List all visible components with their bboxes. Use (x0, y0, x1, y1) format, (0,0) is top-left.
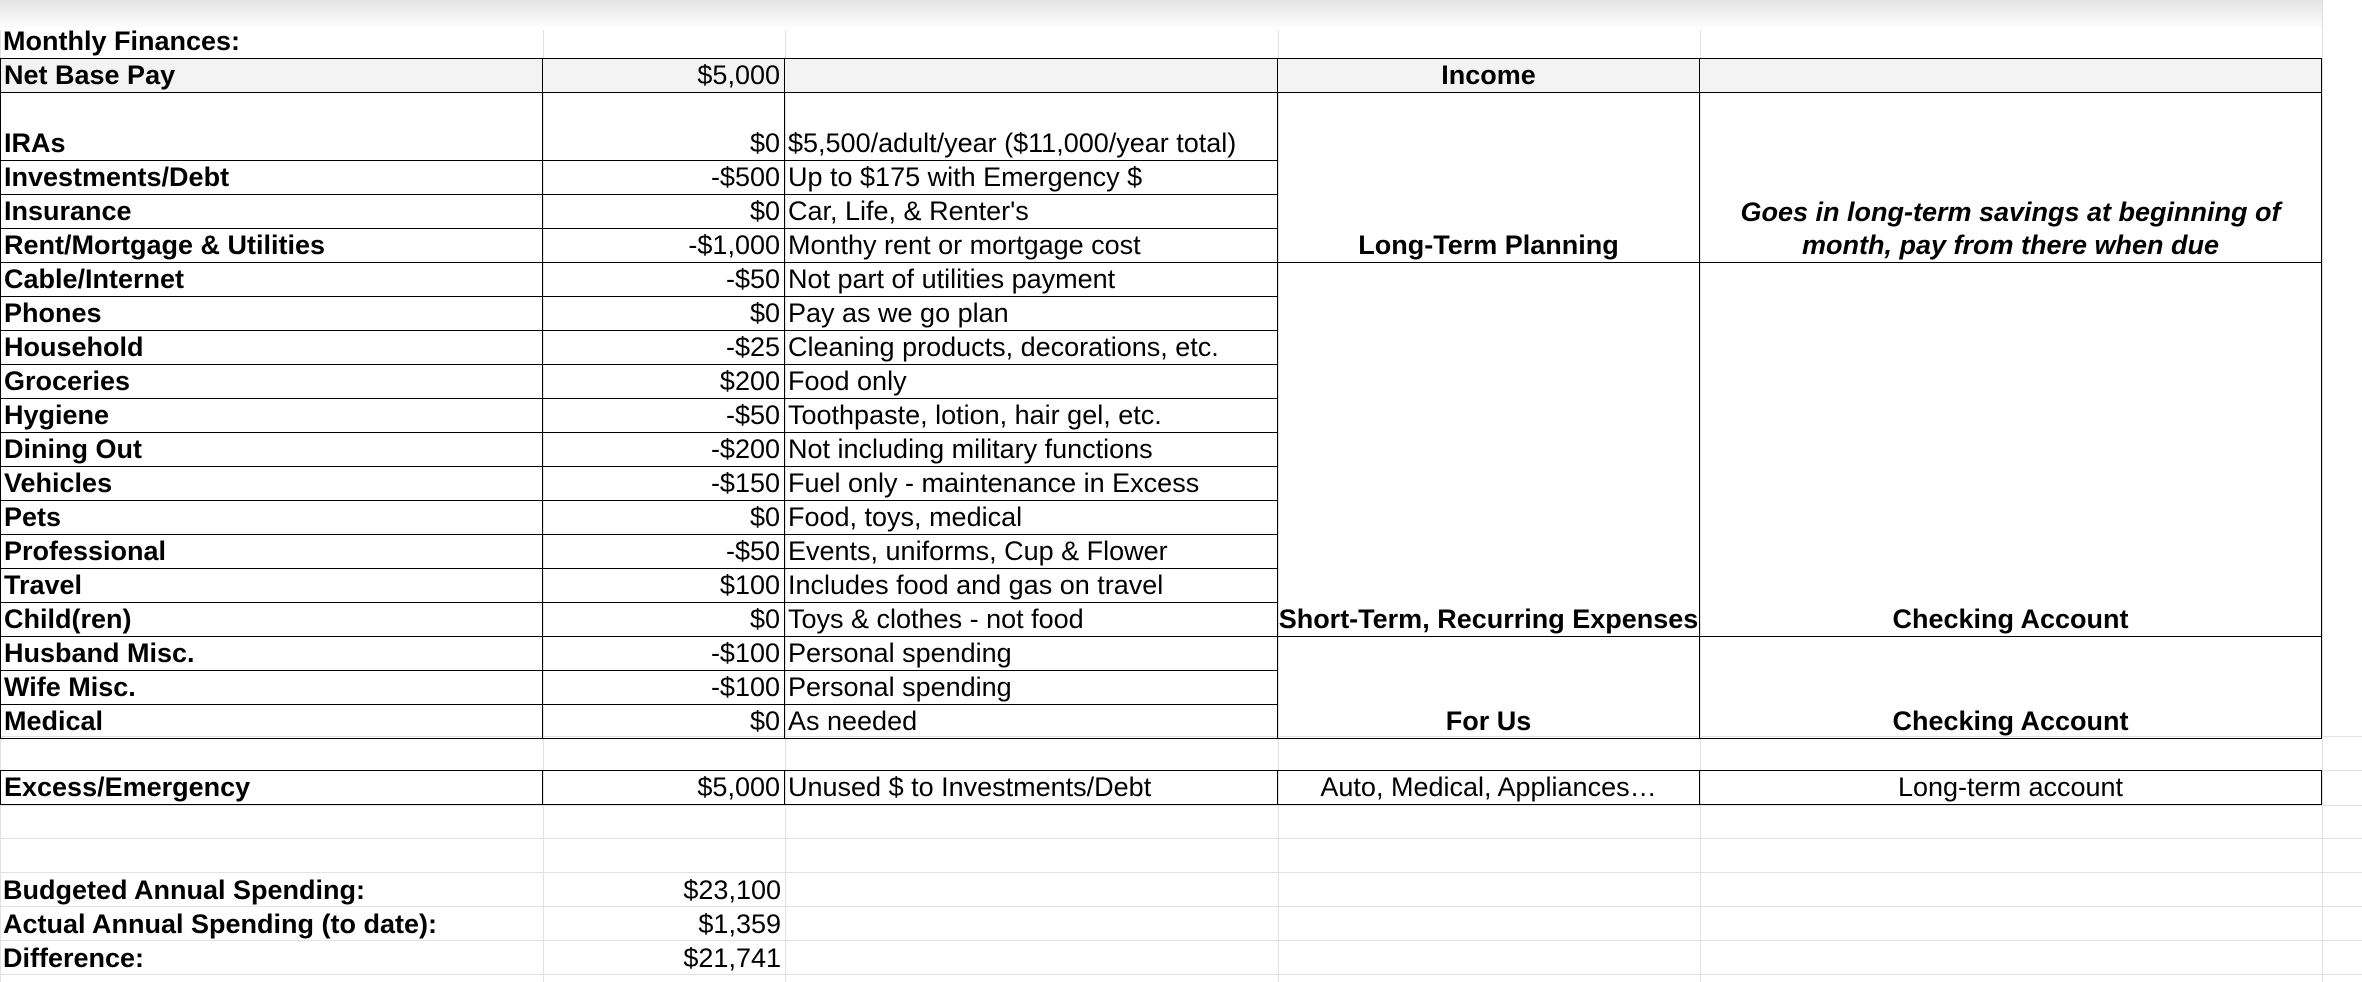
row-label[interactable]: Hygiene (0, 398, 543, 433)
row-amount[interactable]: $0 (542, 704, 785, 739)
row-label[interactable]: Dining Out (0, 432, 543, 467)
row-label[interactable]: Insurance (0, 194, 543, 229)
row-amount[interactable]: -$25 (542, 330, 785, 365)
summary-amount[interactable]: $1,359 (698, 909, 781, 939)
row-amount[interactable]: -$500 (542, 160, 785, 195)
row-note[interactable]: Pay as we go plan (784, 296, 1278, 331)
row-label[interactable]: Vehicles (0, 466, 543, 501)
row-amount[interactable]: -$100 (542, 670, 785, 705)
row-note[interactable]: Fuel only - maintenance in Excess (784, 466, 1278, 501)
summary-amount[interactable]: $21,741 (683, 943, 781, 973)
row-label[interactable]: IRAs (0, 92, 543, 161)
row-note[interactable]: Includes food and gas on travel (784, 568, 1278, 603)
row-gridline (0, 838, 2362, 839)
row-label[interactable]: Groceries (0, 364, 543, 399)
row-amount[interactable]: -$200 (542, 432, 785, 467)
row-label[interactable]: Rent/Mortgage & Utilities (0, 228, 543, 263)
row-amount[interactable]: $100 (542, 568, 785, 603)
summary-label[interactable]: Budgeted Annual Spending: (3, 875, 365, 905)
excess-note[interactable]: Unused $ to Investments/Debt (784, 770, 1278, 805)
summary-label[interactable]: Difference: (3, 943, 145, 973)
row-amount[interactable]: $0 (542, 500, 785, 535)
net-base-pay-note[interactable] (784, 58, 1278, 93)
row-note[interactable]: Cleaning products, decorations, etc. (784, 330, 1278, 365)
group-category[interactable]: For Us (1277, 636, 1700, 739)
row-label[interactable]: Travel (0, 568, 543, 603)
row-amount[interactable]: -$50 (542, 534, 785, 569)
row-note[interactable]: Not part of utilities payment (784, 262, 1278, 297)
row-note[interactable]: Up to $175 with Emergency $ (784, 160, 1278, 195)
row-note[interactable]: Monthy rent or mortgage cost (784, 228, 1278, 263)
row-amount[interactable]: $0 (542, 602, 785, 637)
net-base-pay-label[interactable]: Net Base Pay (0, 58, 543, 93)
row-amount[interactable]: -$1,000 (542, 228, 785, 263)
column-gridline (2322, 0, 2323, 982)
row-amount[interactable]: $0 (542, 296, 785, 331)
row-note[interactable]: Not including military functions (784, 432, 1278, 467)
excess-account[interactable]: Long-term account (1699, 770, 2322, 805)
income-category[interactable]: Income (1277, 58, 1700, 93)
row-amount[interactable]: $200 (542, 364, 785, 399)
row-label[interactable]: Household (0, 330, 543, 365)
row-amount[interactable]: -$50 (542, 262, 785, 297)
row-note[interactable]: $5,500/adult/year ($11,000/year total) (784, 92, 1278, 161)
row-note[interactable]: As needed (784, 704, 1278, 739)
row-note[interactable]: Car, Life, & Renter's (784, 194, 1278, 229)
excess-amount[interactable]: $5,000 (542, 770, 785, 805)
summary-amount[interactable]: $23,100 (683, 875, 781, 905)
row-amount[interactable]: -$100 (542, 636, 785, 671)
row-amount[interactable]: -$150 (542, 466, 785, 501)
row-label[interactable]: Child(ren) (0, 602, 543, 637)
row-note[interactable]: Personal spending (784, 670, 1278, 705)
group-account[interactable]: Checking Account (1699, 262, 2322, 637)
row-label[interactable]: Professional (0, 534, 543, 569)
row-label[interactable]: Husband Misc. (0, 636, 543, 671)
summary-label[interactable]: Actual Annual Spending (to date): (3, 909, 437, 939)
net-base-pay-amount[interactable]: $5,000 (542, 58, 785, 93)
row-note[interactable]: Toothpaste, lotion, hair gel, etc. (784, 398, 1278, 433)
row-amount[interactable]: $0 (542, 194, 785, 229)
row-label[interactable]: Wife Misc. (0, 670, 543, 705)
row-label[interactable]: Phones (0, 296, 543, 331)
row-note[interactable]: Food, toys, medical (784, 500, 1278, 535)
group-category[interactable]: Long-Term Planning (1277, 92, 1700, 263)
row-label[interactable]: Investments/Debt (0, 160, 543, 195)
income-account[interactable] (1699, 58, 2322, 93)
excess-category[interactable]: Auto, Medical, Appliances… (1277, 770, 1700, 805)
row-label[interactable]: Pets (0, 500, 543, 535)
row-label[interactable]: Medical (0, 704, 543, 739)
group-account[interactable]: Goes in long-term savings at beginning of month, pay from there when due (1699, 92, 2322, 263)
row-note[interactable]: Personal spending (784, 636, 1278, 671)
group-category[interactable]: Short-Term, Recurring Expenses (1277, 262, 1700, 637)
row-gridline (0, 805, 2362, 806)
sheet-title[interactable]: Monthly Finances: (3, 26, 241, 56)
row-label[interactable]: Cable/Internet (0, 262, 543, 297)
row-amount[interactable]: -$50 (542, 398, 785, 433)
row-note[interactable]: Events, uniforms, Cup & Flower (784, 534, 1278, 569)
excess-label[interactable]: Excess/Emergency (0, 770, 543, 805)
row-amount[interactable]: $0 (542, 92, 785, 161)
row-note[interactable]: Food only (784, 364, 1278, 399)
group-account[interactable]: Checking Account (1699, 636, 2322, 739)
row-note[interactable]: Toys & clothes - not food (784, 602, 1278, 637)
